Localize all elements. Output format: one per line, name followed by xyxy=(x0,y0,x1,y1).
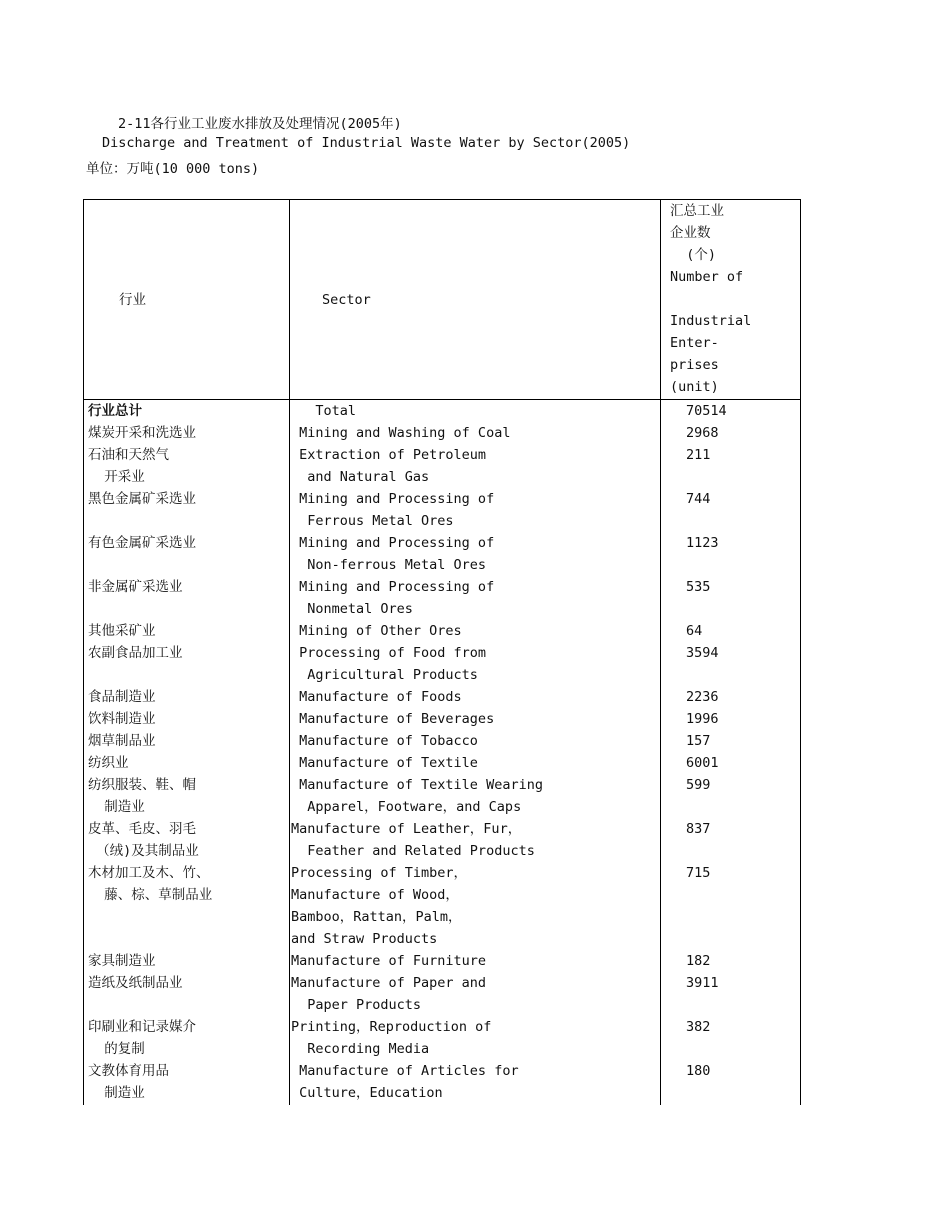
column-header-industry-cn: 行业 xyxy=(119,292,146,308)
row-industry-cn: 木材加工及木、竹、 藤、棕、草制品业 xyxy=(88,865,213,903)
row-industry-cn: 行业总计 xyxy=(88,403,142,419)
row-enterprise-count: 2968 xyxy=(686,425,719,441)
row-industry-cn: 家具制造业 xyxy=(88,953,156,969)
row-sector-en: Manufacture of Beverages xyxy=(291,711,495,727)
row-sector-en: Manufacture of Paper and Paper Products xyxy=(291,975,487,1013)
row-industry-cn: 农副食品加工业 xyxy=(88,645,183,661)
row-enterprise-count: 837 xyxy=(686,821,711,837)
row-enterprise-count: 535 xyxy=(686,579,711,595)
row-sector-en: Mining and Processing of Ferrous Metal Ores xyxy=(299,491,495,529)
row-sector-en: Mining of Other Ores xyxy=(291,623,462,639)
row-sector-en: Manufacture of Articles for Culture，Education xyxy=(299,1063,519,1101)
row-sector-en: Mining and Processing of Nonmetal Ores xyxy=(299,579,495,617)
table-title-cn: 2-11各行业工业废水排放及处理情况(2005年) xyxy=(118,116,402,132)
column-header-enterprise-count: 汇总工业 企业数 (个) Number of Industrial Enter- prises (unit) xyxy=(670,203,752,395)
unit-note: 单位：万吨(10 000 tons) xyxy=(86,161,260,177)
row-industry-cn: 其他采矿业 xyxy=(88,623,156,639)
row-industry-cn: 石油和天然气 开采业 xyxy=(88,447,169,485)
row-sector-en: Printing，Reproduction of Recording Media xyxy=(291,1019,492,1057)
row-enterprise-count: 599 xyxy=(686,777,711,793)
row-enterprise-count: 157 xyxy=(686,733,711,749)
row-sector-en: Total xyxy=(291,403,357,419)
row-industry-cn: 印刷业和记录媒介 的复制 xyxy=(88,1019,196,1057)
row-enterprise-count: 715 xyxy=(686,865,711,881)
row-sector-en: Manufacture of Textile Wearing Apparel，Footware，and Caps xyxy=(299,777,543,815)
data-table xyxy=(83,199,801,1105)
row-enterprise-count: 64 xyxy=(686,623,703,639)
row-sector-en: Extraction of Petroleum and Natural Gas xyxy=(299,447,487,485)
row-industry-cn: 有色金属矿采选业 xyxy=(88,535,196,551)
row-enterprise-count: 180 xyxy=(686,1063,711,1079)
row-industry-cn: 非金属矿采选业 xyxy=(88,579,183,595)
row-enterprise-count: 1996 xyxy=(686,711,719,727)
row-sector-en: Processing of Food from Agricultural Products xyxy=(299,645,487,683)
column-header-sector: Sector xyxy=(322,292,371,308)
row-enterprise-count: 3594 xyxy=(686,645,719,661)
column-divider xyxy=(660,200,661,1105)
row-industry-cn: 文教体育用品 制造业 xyxy=(88,1063,169,1101)
row-sector-en: Mining and Washing of Coal xyxy=(291,425,511,441)
row-enterprise-count: 382 xyxy=(686,1019,711,1035)
row-industry-cn: 造纸及纸制品业 xyxy=(88,975,183,991)
row-industry-cn: 饮料制造业 xyxy=(88,711,156,727)
column-divider xyxy=(289,200,290,1105)
row-industry-cn: 黑色金属矿采选业 xyxy=(88,491,196,507)
row-sector-en: Manufacture of Furniture xyxy=(291,953,487,969)
row-enterprise-count: 6001 xyxy=(686,755,719,771)
row-sector-en: Manufacture of Foods xyxy=(291,689,462,705)
row-sector-en: Processing of Timber， Manufacture of Wood， Bamboo，Rattan，Palm， and Straw Products xyxy=(291,865,468,947)
row-sector-en: Manufacture of Textile xyxy=(291,755,478,771)
row-enterprise-count: 70514 xyxy=(686,403,727,419)
row-enterprise-count: 2236 xyxy=(686,689,719,705)
row-industry-cn: 食品制造业 xyxy=(88,689,156,705)
row-sector-en: Manufacture of Tobacco xyxy=(291,733,478,749)
row-enterprise-count: 1123 xyxy=(686,535,719,551)
row-enterprise-count: 211 xyxy=(686,447,711,463)
row-industry-cn: 纺织业 xyxy=(88,755,129,771)
row-industry-cn: 烟草制品业 xyxy=(88,733,156,749)
table-title-en: Discharge and Treatment of Industrial Waste Water by Sector(2005) xyxy=(102,135,631,151)
row-enterprise-count: 182 xyxy=(686,953,711,969)
row-enterprise-count: 3911 xyxy=(686,975,719,991)
row-sector-en: Mining and Processing of Non-ferrous Metal Ores xyxy=(299,535,495,573)
row-enterprise-count: 744 xyxy=(686,491,711,507)
row-industry-cn: 煤炭开采和洗选业 xyxy=(88,425,196,441)
row-industry-cn: 纺织服装、鞋、帽 制造业 xyxy=(88,777,196,815)
row-sector-en: Manufacture of Leather，Fur， Feather and Related Products xyxy=(291,821,535,859)
row-industry-cn: 皮革、毛皮、羽毛 （绒)及其制品业 xyxy=(88,821,199,859)
